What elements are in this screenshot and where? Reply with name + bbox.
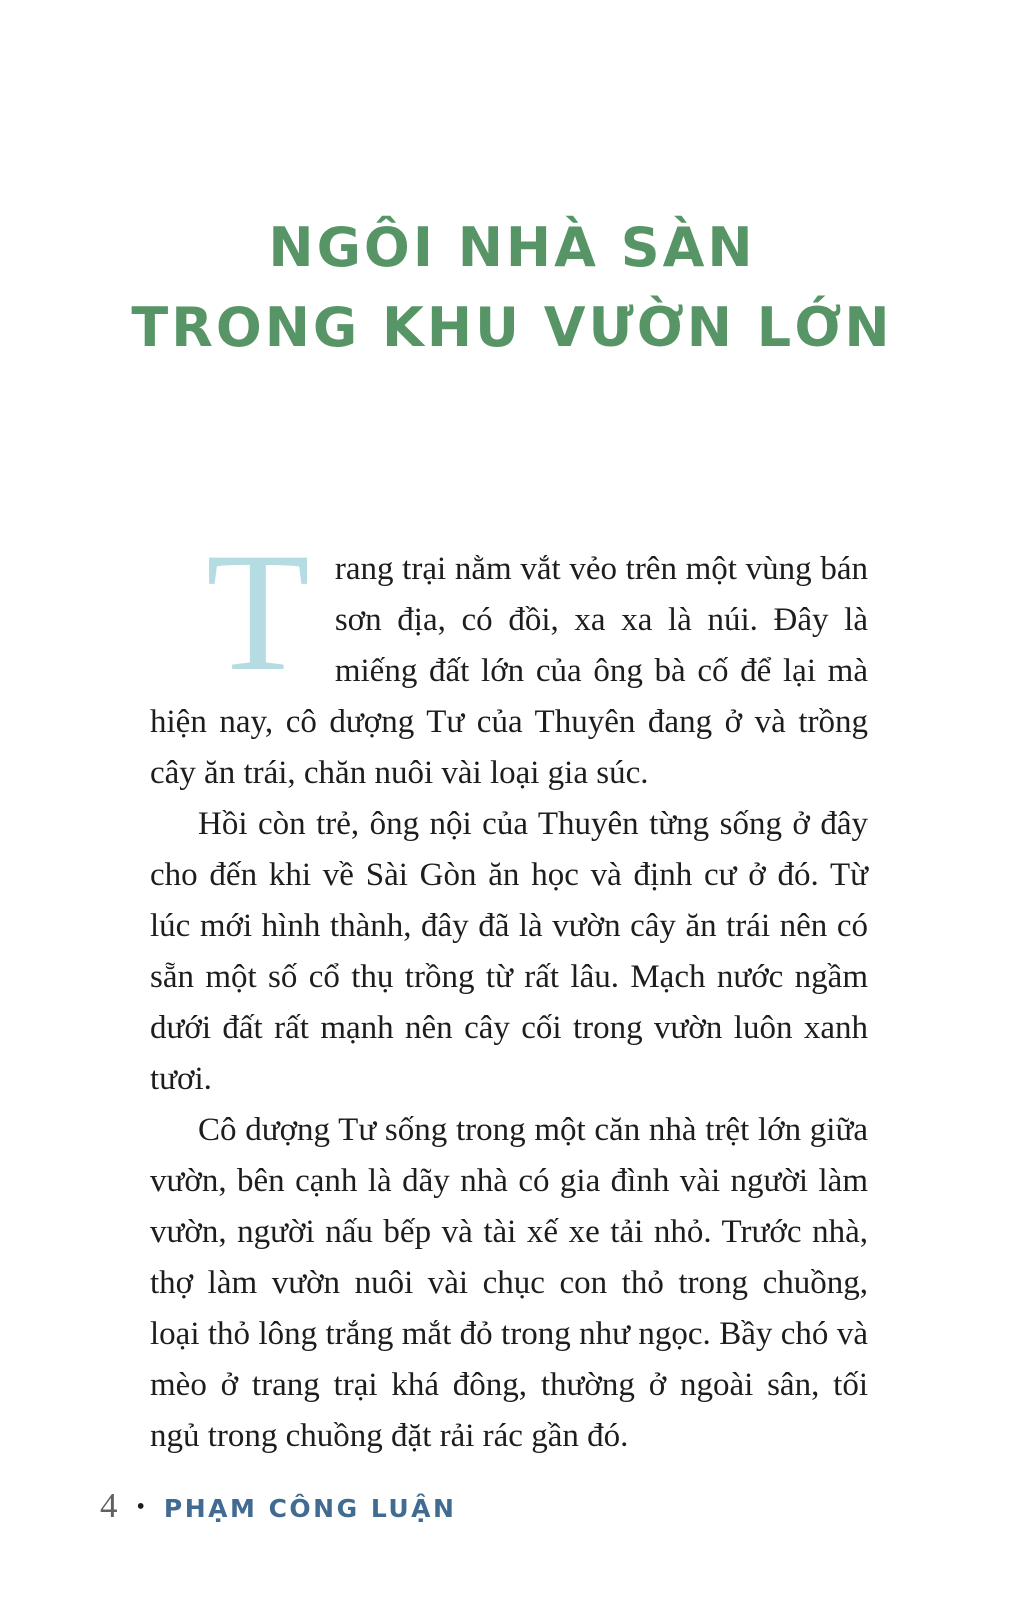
chapter-title-line-2: TRONG KHU VƯỜN LỚN xyxy=(131,296,893,359)
paragraph xyxy=(150,799,868,1105)
chapter-title-line-1: NGÔI NHÀ SÀN xyxy=(268,216,756,279)
paragraph-text: rang trại nằm vắt vẻo trên một vùng bán sơn địa, có đồi, xa xa là núi. Đây là miếng đất lớn của ông bà cố để lại mà hiện nay, cô dượng Tư của Thuyên đang ở và trồng cây ăn trái, chăn nuôi vài loại gia súc. xyxy=(150,551,868,791)
page-footer xyxy=(100,1486,456,1526)
paragraph xyxy=(150,518,868,799)
drop-cap-letter: T xyxy=(206,518,310,706)
paragraph-text: Cô dượng Tư sống trong một căn nhà trệt lớn giữa vườn, bên cạnh là dãy nhà có gia đình vài người làm vườn, người nấu bếp và tài xế xe tải nhỏ. Trước nhà, thợ làm vườn nuôi vài chục con thỏ trong chuồng, loại thỏ lông trắng mắt đỏ trong như ngọc. Bầy chó và mèo ở trang trại khá đông, thường ở ngoài sân, tối ngủ trong chuồng đặt rải rác gần đó. xyxy=(150,1112,868,1454)
paragraph-text: Hồi còn trẻ, ông nội của Thuyên từng sống ở đây cho đến khi về Sài Gòn ăn học và định cư ở đó. Từ lúc mới hình thành, đây đã là vườn cây ăn trái nên có sẵn một số cổ thụ trồng từ rất lâu. Mạch nước ngầm dưới đất rất mạnh nên cây cối trong vườn luôn xanh tươi. xyxy=(150,806,868,1097)
chapter-title xyxy=(0,0,1024,368)
author-name: PHẠM CÔNG LUẬN xyxy=(163,1494,457,1523)
footer-bullet-separator: • xyxy=(136,1494,145,1520)
paragraph xyxy=(150,1105,868,1462)
page-number: 4 xyxy=(100,1486,118,1525)
body-text xyxy=(0,518,1024,1462)
